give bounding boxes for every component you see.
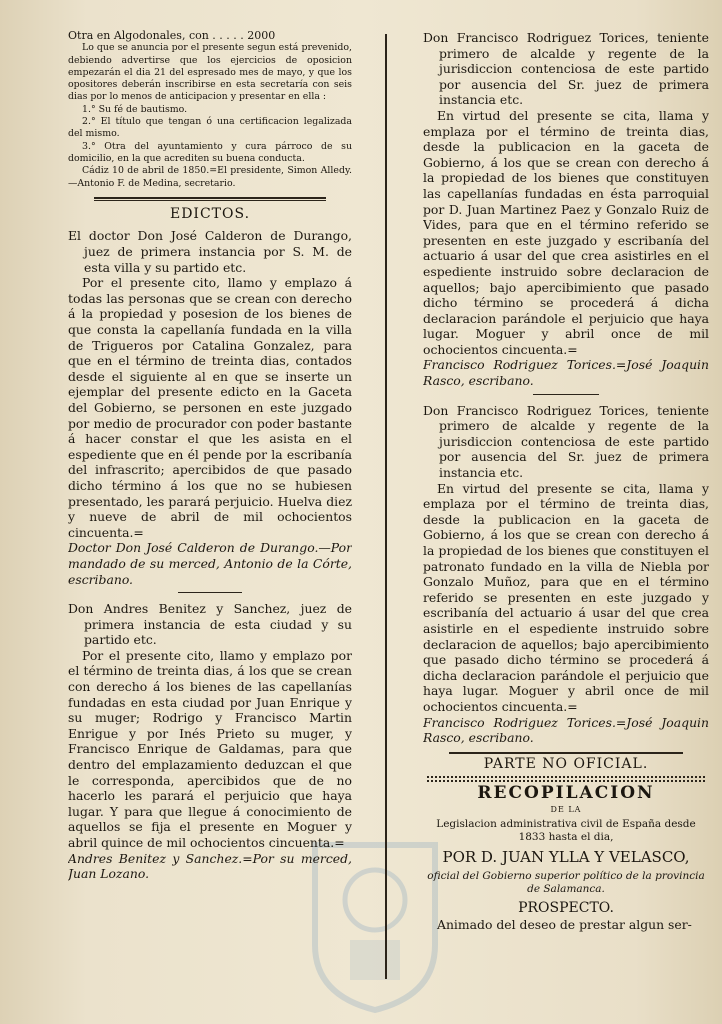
edicto-3-body: En virtud del presente se cita, llama y emplaza por el término de treinta dias, desde la publicacion en la gaceta de Gobierno, á los que se crean con derecho á la propiedad de los bienes que constituyen las capellanías fundadas en ésta parroquial por D. Juan Martinez Paez y Gonzalo Ruiz de Vides, para que en el término referido se presenten en este juzgado y escribanía del actuario á usar del que crea asistirles en el espediente instruido sobre declaracion de aquellos; bajo apercibimiento que pasado dicho término se procederá á dicha declaracion parándole el perjuicio que haya lugar. Moguer y abril once de mil ochocientos cincuenta.= (423, 107, 709, 357)
edicto-2-header: Don Andres Benitez y Sanchez, juez de primera instancia de esta ciudad y su partido etc. (68, 601, 352, 648)
edicto-2-body: Por el presente cito, llamo y emplazo por el término de treinta dias, á los que se crean con derecho á los bienes de las capellanías fundadas en esta ciudad por Juan Enrique y su muger; Rodrigo y Francisco Martin Enrigue y por Inés Prieto su muger, y Francisco Enrique de Galdamas, para que dentro del emplazamiento deduzcan el que le corresponda, apercibidos que de no hacerlo les parará el perjuicio que haya lugar. Y para que llegue á conocimiento de aquellos se fija el presente en Moguer y abril quince de mil ochocientos cincuenta.= (68, 647, 352, 851)
edicto-1-body: Por el presente cito, llamo y emplazo á todas las personas que se crean con derecho á la propiedad y posesion de los bienes de que consta la capellanía fundada en la villa de Trigueros por Catalina Gonzalez, para que en el término de treinta dias, contados desde el siguiente al en que se inserte un ejemplar del presente edicto en la Gaceta del Gobierno, se personen en este juzgado por medio de procurador con poder bastante á hacer constar el que les asista en el espediente que en él pende por la escribanía del infrascrito; apercibidos de que pasado dicho término á los que no se hubiesen presentado, les parará perjuicio. Huelva diez y nueve de abril de mil ochocientos cincuenta.= (68, 275, 352, 540)
separator-rule (178, 592, 242, 593)
requirement-3: 3.° Otra del ayuntamiento y cura párroco de su domicilio, en la que acrediten su buena conducta. (68, 140, 352, 164)
edicto-4-body: En virtud del presente se cita, llama y emplaza por el término de treinta dias, desde la publicacion en la gaceta de Gobierno, á los que se crean con derecho á la propiedad de los bienes que constituyen el patronato fundado en la villa de Niebla por Gonzalo Muñoz, para que en el término referido se presenten en este juzgado y escribanía del actuario á usar del que crea asistirle en el espediente instruido sobre declaracion de aquellos; bajo apercibimiento que pasado dicho término se procederá á dicha declaracion parándole el perjuicio que haya lugar. Moguer y abril once de mil ochocientos cincuenta.= (423, 480, 709, 714)
edicto-3-signature: Francisco Rodriguez Torices.=José Joaquin Rasco, escribano. (423, 357, 709, 389)
author-title: oficial del Gobierno superior político de la provincia de Salamanca. (427, 870, 705, 896)
edicto-4-signature: Francisco Rodriguez Torices.=José Joaquin Rasco, escribano. (423, 714, 709, 746)
edicto-1-header: El doctor Don José Calderon de Durango, juez de primera instancia por S. M. de esta villa y su partido etc. (68, 228, 352, 275)
parte-no-oficial-heading: PARTE NO OFICIAL. (483, 755, 649, 772)
dotted-rule (427, 780, 705, 782)
right-column (423, 30, 709, 932)
prospecto-body: Animado del deseo de prestar algun ser- (437, 916, 692, 932)
left-column (68, 30, 352, 882)
author-name: POR D. JUAN YLLA Y VELASCO, (442, 847, 690, 866)
prospecto-heading: PROSPECTO. (518, 900, 614, 917)
edicto-2-signature: Andres Benitez y Sanchez.=Por su merced, Juan Lozano. (68, 850, 352, 882)
recopilacion-title: RECOPILACION (477, 783, 655, 804)
de-la-label: DE LA (550, 804, 582, 814)
edicto-4-header: Don Francisco Rodriguez Torices, teniente primero de alcalde y regente de la jurisdiccion contenciosa de este partido por ausencia del Sr. juez de primera instancia etc. (423, 402, 709, 481)
section-rule (94, 197, 326, 199)
edicto-1-signature: Doctor Don José Calderon de Durango.—Por mandado de su merced, Antonio de la Córte, escribano. (68, 540, 352, 587)
requirement-1: 1.° Su fé de bautismo. (82, 103, 188, 115)
announcement-text: Lo que se anuncia por el presente segun está prevenido, debiendo advertirse que los ejercicios de oposicion empezarán el dia 21 del espresado mes de mayo, y que los opositores deberán inscribirse en esta secretaría con seis dias por lo menos de anticipacion y presentar en ella : (68, 42, 352, 103)
section-rule (449, 752, 683, 754)
edicto-3-header: Don Francisco Rodriguez Torices, teniente primero de alcalde y regente de la jurisdiccion contenciosa de este partido por ausencia del Sr. juez de primera instancia etc. (423, 30, 709, 108)
date-signature-line: Cádiz 10 de abril de 1850.=El presidente, Simon Alledy.—Antonio F. de Medina, secretario. (68, 165, 352, 189)
dotted-rule (427, 776, 705, 778)
separator-rule (533, 394, 599, 395)
section-rule-thin (94, 200, 326, 201)
top-line: Otra en Algodonales, con . . . . . 2000 (68, 30, 276, 42)
recopilacion-subtitle: Legislacion administrativa civil de España desde 1833 hasta el dia, (436, 817, 696, 843)
requirement-2: 2.° El título que tengan ó una certificacion legalizada del mismo. (68, 116, 352, 140)
column-divider (385, 34, 387, 979)
edictos-heading: EDICTOS. (169, 205, 251, 222)
